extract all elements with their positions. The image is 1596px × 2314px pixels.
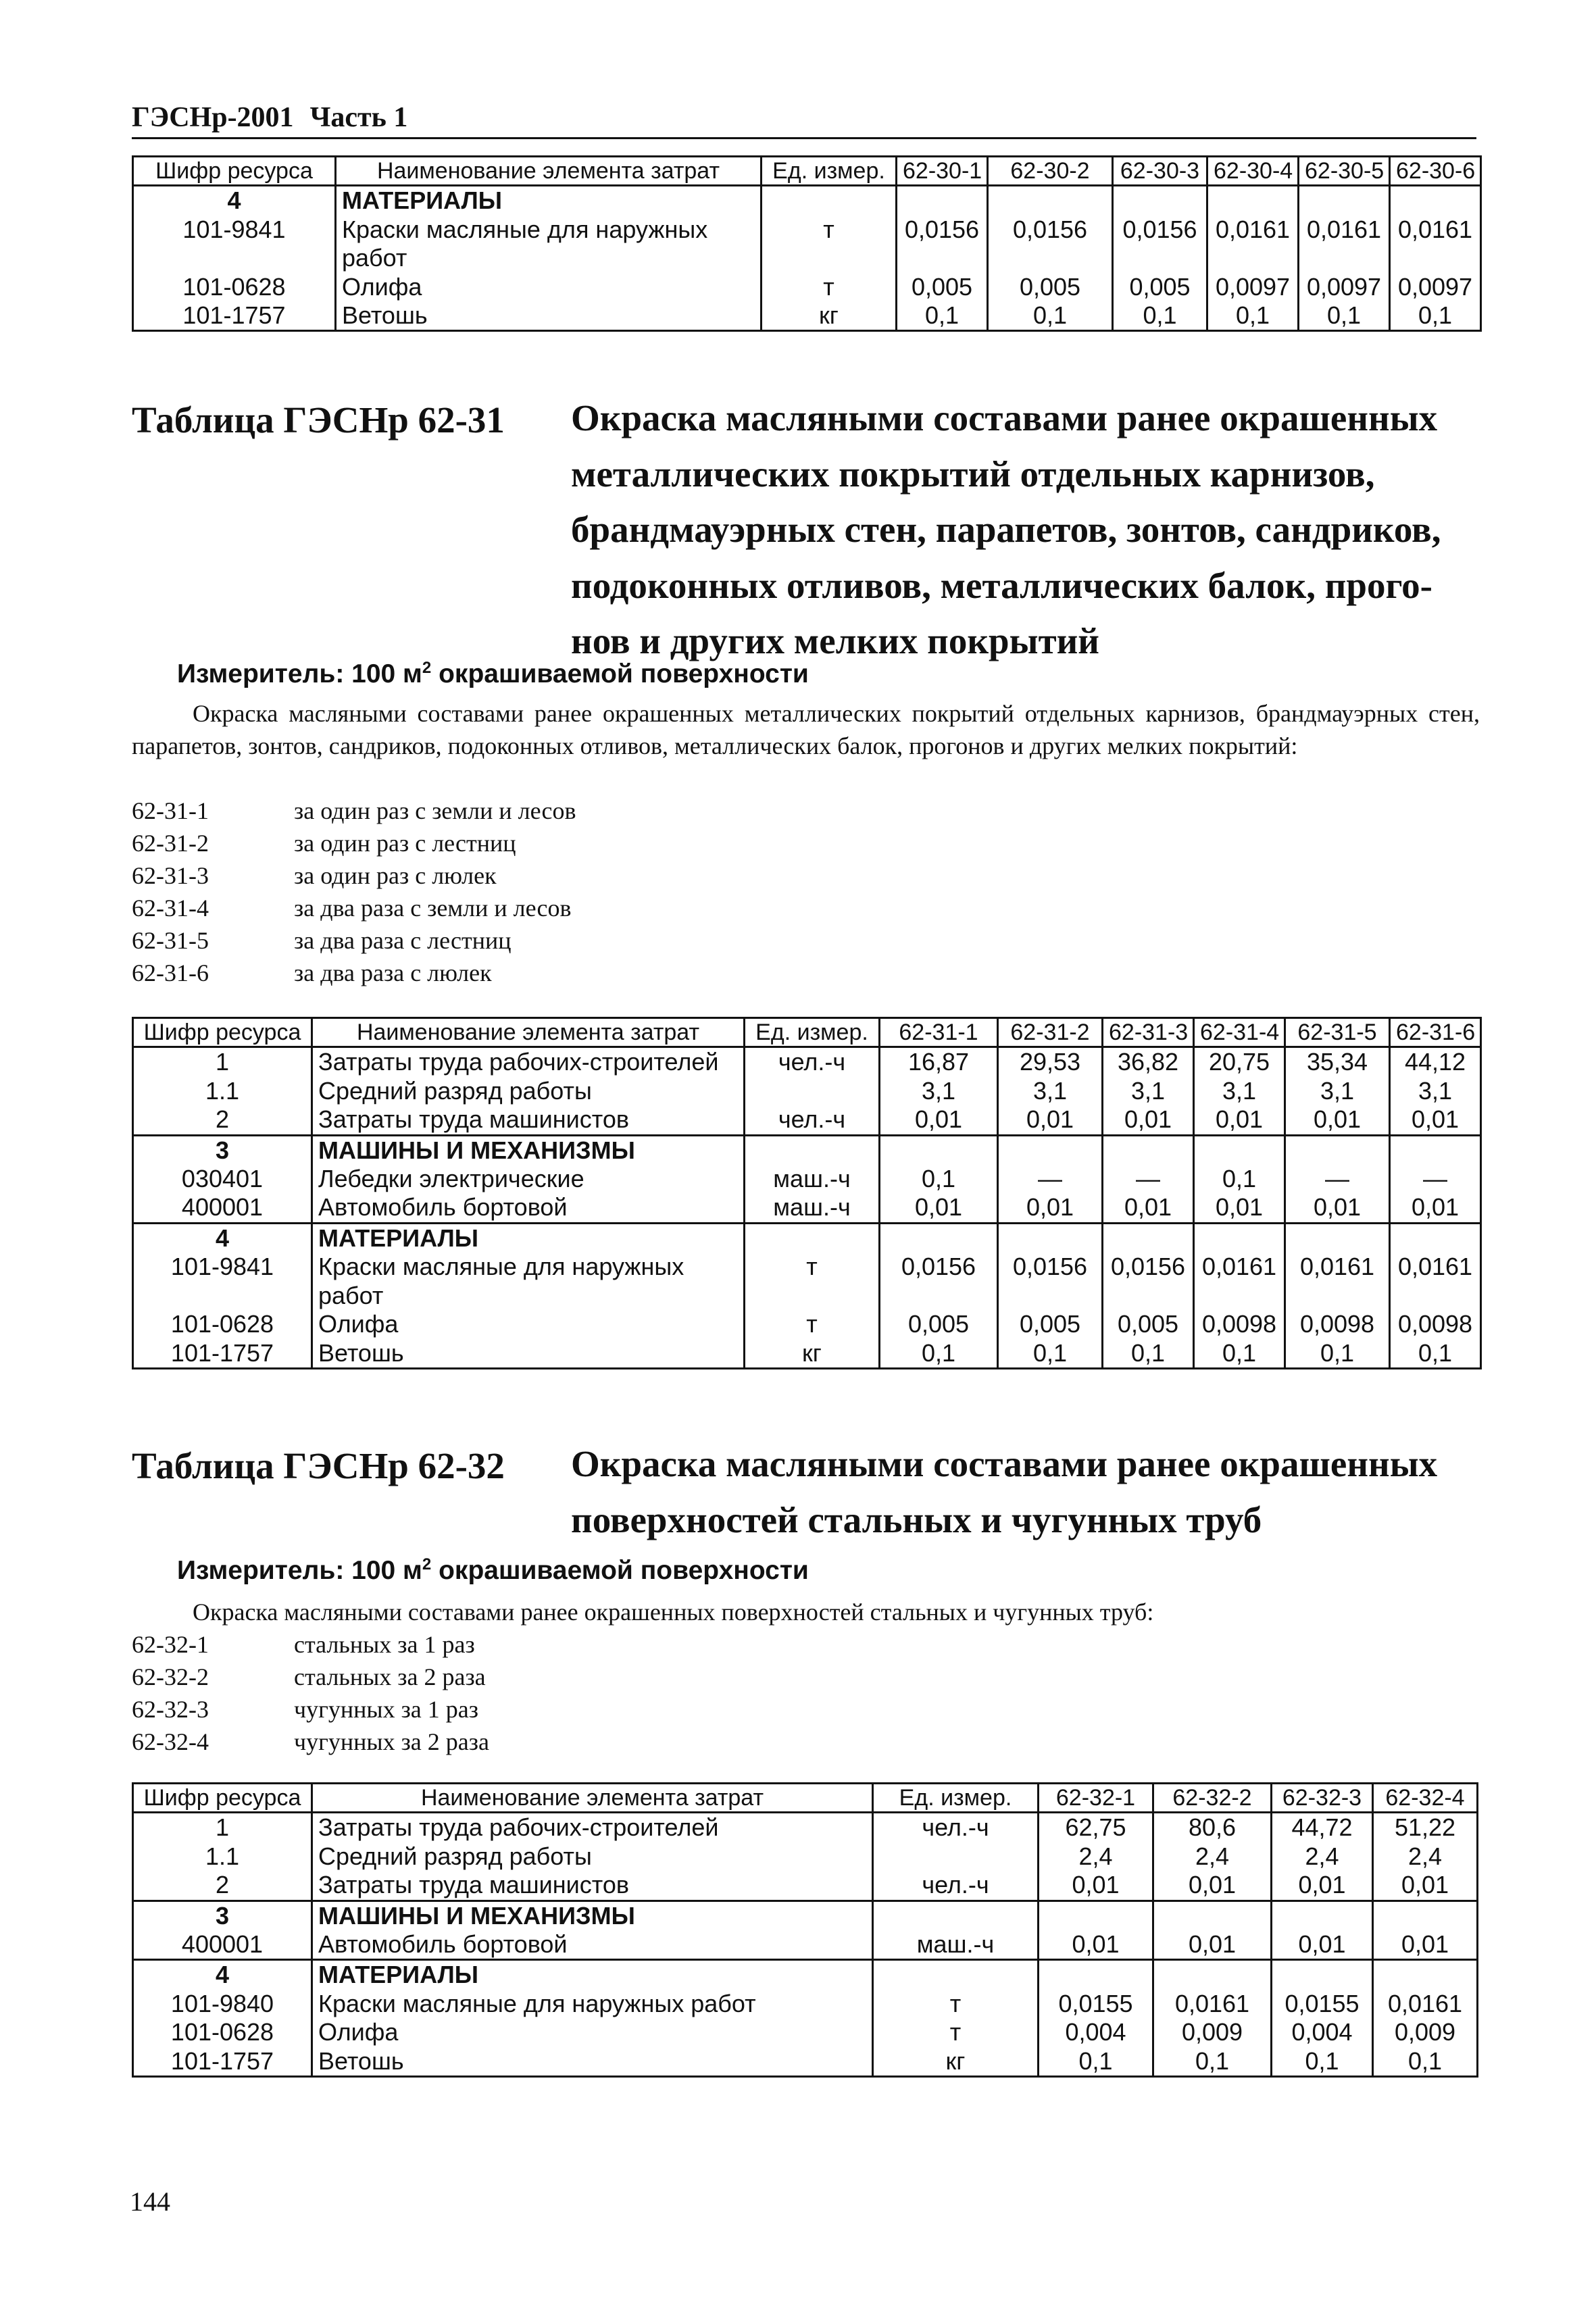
variant-text: за один раз с земли и лесов — [294, 797, 576, 824]
column-header: Шифр ресурса — [133, 1018, 312, 1047]
norm-value: 0,01 — [880, 1105, 998, 1135]
resource-unit: маш.-ч — [745, 1193, 880, 1223]
norm-value: 0,0097 — [1207, 273, 1299, 301]
norm-value: 0,1 — [1113, 301, 1207, 331]
norm-value: 0,0161 — [1153, 1990, 1272, 2018]
resource-unit — [762, 186, 897, 216]
resource-code: 1.1 — [133, 1842, 312, 1871]
norm-value — [880, 1223, 998, 1253]
norm-value: 3,1 — [1390, 1077, 1481, 1105]
norm-value: 2,4 — [1373, 1842, 1478, 1871]
norm-value: 3,1 — [1103, 1077, 1194, 1105]
norm-value: 0,0161 — [1194, 1253, 1285, 1310]
resource-table-62-32 — [132, 1782, 1478, 2078]
norm-value: 51,22 — [1373, 1813, 1478, 1842]
norm-value: 0,01 — [998, 1193, 1103, 1223]
norm-value: 0,0156 — [880, 1253, 998, 1310]
variant-code: 62-32-3 — [132, 1696, 209, 1723]
norm-value — [1299, 186, 1390, 216]
norm-value: 0,1 — [1373, 2047, 1478, 2077]
table-row — [133, 1842, 1478, 1871]
norm-value: 0,0156 — [988, 216, 1113, 273]
table-title-62-31: Таблица ГЭСНр 62-31 — [132, 399, 505, 441]
resource-unit: чел.-ч — [745, 1105, 880, 1135]
norm-value — [1285, 1223, 1390, 1253]
norm-value: 0,0161 — [1390, 216, 1481, 273]
norm-value: — — [1285, 1165, 1390, 1193]
resource-name: Лебедки электрические — [312, 1165, 745, 1193]
resource-name: Ветошь — [312, 2047, 873, 2077]
norm-value: 0,0156 — [998, 1253, 1103, 1310]
table-row — [133, 1990, 1478, 2018]
norm-value: 0,01 — [1285, 1193, 1390, 1223]
resource-name: Краски масляные для наружных работ — [312, 1990, 873, 2018]
list-item — [132, 827, 576, 859]
resource-unit: чел.-ч — [873, 1813, 1039, 1842]
resource-unit: чел.-ч — [873, 1871, 1039, 1901]
table-name-line: Окраска масляными составами ранее окрашенных — [571, 397, 1438, 438]
norm-value: 29,53 — [998, 1047, 1103, 1077]
variant-text: чугунных за 1 раз — [294, 1696, 478, 1723]
column-header: Ед. измер. — [745, 1018, 880, 1047]
norm-value: 0,01 — [1285, 1105, 1390, 1135]
column-header: 62-32-1 — [1039, 1784, 1153, 1813]
table-name-line: брандмауэрных стен, парапетов, зонтов, сандриков, — [571, 509, 1441, 550]
column-header: Наименование элемента затрат — [312, 1784, 873, 1813]
table-row — [133, 1193, 1481, 1223]
resource-code: 4 — [133, 1223, 312, 1253]
norm-value — [1373, 1960, 1478, 1990]
norm-value: 0,01 — [1194, 1105, 1285, 1135]
list-item — [132, 795, 576, 827]
norm-value: 0,01 — [1039, 1871, 1153, 1901]
resource-name: Олифа — [312, 2018, 873, 2046]
norm-value: — — [1390, 1165, 1481, 1193]
variant-code: 62-32-4 — [132, 1728, 209, 1755]
norm-value: 16,87 — [880, 1047, 998, 1077]
table-row — [133, 1253, 1481, 1310]
norm-value: 0,01 — [1272, 1930, 1373, 1960]
table-row — [133, 1047, 1481, 1077]
norm-value: 0,005 — [988, 273, 1113, 301]
resource-name: Средний разряд работы — [312, 1077, 745, 1105]
description-62-32 — [132, 1596, 1480, 1628]
norm-value — [1272, 1960, 1373, 1990]
column-header: 62-30-3 — [1113, 157, 1207, 186]
norm-value — [1390, 186, 1481, 216]
column-header: 62-31-5 — [1285, 1018, 1390, 1047]
norm-value: 2,4 — [1272, 1842, 1373, 1871]
norm-value: 0,01 — [1103, 1193, 1194, 1223]
table-header-row — [133, 157, 1481, 186]
resource-code: 101-0628 — [133, 2018, 312, 2046]
description-text: Окраска масляными составами ранее окрашенных металлических покрытий отдельных карнизов, брандмауэрных стен, парапетов, зонтов, сандриков, подоконных отливов, металлических балок, прогонов и других мелких покрытий: — [132, 700, 1480, 759]
norm-value: 0,005 — [1103, 1310, 1194, 1338]
column-header: 62-31-2 — [998, 1018, 1103, 1047]
table-name-line: Окраска масляными составами ранее окрашенных — [571, 1443, 1438, 1484]
table-row — [133, 1223, 1481, 1253]
norm-value: 44,12 — [1390, 1047, 1481, 1077]
resource-table-62-30 — [132, 155, 1482, 332]
norm-value — [1272, 1901, 1373, 1930]
resource-unit — [873, 1842, 1039, 1871]
norm-value: 0,004 — [1039, 2018, 1153, 2046]
table-row — [133, 216, 1481, 273]
column-header: 62-30-6 — [1390, 157, 1481, 186]
column-header: 62-32-2 — [1153, 1784, 1272, 1813]
norm-value: 3,1 — [1194, 1077, 1285, 1105]
variant-text: стальных за 1 раз — [294, 1631, 475, 1658]
list-item — [132, 892, 576, 924]
resource-name: Ветошь — [312, 1339, 745, 1369]
column-header: 62-30-4 — [1207, 157, 1299, 186]
variant-code: 62-31-1 — [132, 797, 209, 824]
resource-name: МАТЕРИАЛЫ — [336, 186, 762, 216]
norm-value: 44,72 — [1272, 1813, 1373, 1842]
norm-value — [1039, 1960, 1153, 1990]
measure-unit-62-31: Измеритель: 100 $м^2$ окрашиваемой поверхности — [177, 659, 809, 688]
norm-value: 0,1 — [880, 1339, 998, 1369]
norm-value: 0,0155 — [1039, 1990, 1153, 2018]
norm-value: 0,0097 — [1299, 273, 1390, 301]
norm-value: 3,1 — [880, 1077, 998, 1105]
resource-unit: кг — [873, 2047, 1039, 2077]
resource-unit — [745, 1077, 880, 1105]
resource-name: Автомобиль бортовой — [312, 1193, 745, 1223]
norm-value — [1113, 186, 1207, 216]
resource-code: 3 — [133, 1135, 312, 1165]
norm-value: 0,1 — [1153, 2047, 1272, 2077]
norm-value: 2,4 — [1153, 1842, 1272, 1871]
resource-code: 1 — [133, 1813, 312, 1842]
norm-value: 0,0156 — [1113, 216, 1207, 273]
table-row — [133, 273, 1481, 301]
measure-unit-62-32: Измеритель: 100 $м^2$ окрашиваемой поверхности — [177, 1555, 809, 1585]
table-row — [133, 186, 1481, 216]
resource-code: 030401 — [133, 1165, 312, 1193]
variant-code: 62-31-4 — [132, 895, 209, 922]
norm-value: 0,1 — [1039, 2047, 1153, 2077]
list-item — [132, 1661, 489, 1693]
resource-code: 101-1757 — [133, 2047, 312, 2077]
resource-unit: кг — [745, 1339, 880, 1369]
variant-code: 62-32-2 — [132, 1663, 209, 1690]
resource-code: 2 — [133, 1871, 312, 1901]
norm-value — [1373, 1901, 1478, 1930]
column-header: Наименование элемента затрат — [336, 157, 762, 186]
norm-value — [880, 1135, 998, 1165]
column-header: Шифр ресурса — [133, 157, 336, 186]
norm-value: 0,01 — [1373, 1871, 1478, 1901]
resource-code: 400001 — [133, 1193, 312, 1223]
norm-value: 0,01 — [1153, 1871, 1272, 1901]
resource-code: 101-1757 — [133, 1339, 312, 1369]
norm-value: 0,0161 — [1207, 216, 1299, 273]
norm-value: 0,1 — [1390, 1339, 1481, 1369]
resource-unit: т — [873, 2018, 1039, 2046]
norm-value: 0,004 — [1272, 2018, 1373, 2046]
table-name-line: нов и других мелких покрытий — [571, 620, 1099, 661]
variant-list-62-32 — [132, 1628, 489, 1758]
resource-name: Ветошь — [336, 301, 762, 331]
column-header: Ед. измер. — [873, 1784, 1039, 1813]
header-part: Часть 1 — [309, 102, 408, 133]
norm-value: 0,1 — [1390, 301, 1481, 331]
norm-value: 0,1 — [1299, 301, 1390, 331]
table-row — [133, 2047, 1478, 2077]
norm-value — [1390, 1223, 1481, 1253]
table-row — [133, 1077, 1481, 1105]
table-name-62-32 — [571, 1436, 1503, 1548]
resource-name: Затраты труда рабочих-строителей — [312, 1813, 873, 1842]
norm-value: 2,4 — [1039, 1842, 1153, 1871]
variant-code: 62-31-5 — [132, 927, 209, 954]
norm-value: 0,005 — [1113, 273, 1207, 301]
resource-code: 101-9841 — [133, 1253, 312, 1310]
table-name-line: поверхностей стальных и чугунных труб — [571, 1499, 1262, 1540]
norm-value: 0,01 — [1153, 1930, 1272, 1960]
column-header: 62-32-4 — [1373, 1784, 1478, 1813]
norm-value — [1194, 1135, 1285, 1165]
norm-value: 0,01 — [1194, 1193, 1285, 1223]
norm-value: 0,01 — [1373, 1930, 1478, 1960]
norm-value — [1153, 1901, 1272, 1930]
table-row — [133, 1871, 1478, 1901]
list-item — [132, 859, 576, 892]
resource-unit: маш.-ч — [873, 1930, 1039, 1960]
resource-code: 2 — [133, 1105, 312, 1135]
header-doc: ГЭСНр-2001 — [132, 102, 294, 133]
norm-value: — — [1103, 1165, 1194, 1193]
table-row — [133, 1813, 1478, 1842]
resource-code: 3 — [133, 1901, 312, 1930]
norm-value: 0,01 — [1103, 1105, 1194, 1135]
table-row — [133, 1105, 1481, 1135]
norm-value: 0,0098 — [1194, 1310, 1285, 1338]
norm-value — [998, 1223, 1103, 1253]
table-name-line: металлических покрытий отдельных карнизов, — [571, 453, 1375, 495]
variant-code: 62-31-6 — [132, 959, 209, 986]
resource-unit: т — [745, 1253, 880, 1310]
table-row — [133, 1339, 1481, 1369]
table-row — [133, 2018, 1478, 2046]
list-item — [132, 924, 576, 957]
norm-value: 0,1 — [897, 301, 988, 331]
resource-name: Краски масляные для наружных работ — [312, 1253, 745, 1310]
variant-text: стальных за 2 раза — [294, 1663, 486, 1690]
variant-text: за два раза с земли и лесов — [294, 895, 572, 922]
column-header: 62-32-3 — [1272, 1784, 1373, 1813]
table-name-line: подоконных отливов, металлических балок, прого- — [571, 564, 1432, 606]
table-name-62-31 — [571, 391, 1503, 670]
column-header: 62-31-4 — [1194, 1018, 1285, 1047]
norm-value: 3,1 — [998, 1077, 1103, 1105]
list-item — [132, 1726, 489, 1758]
norm-value: 0,1 — [1194, 1339, 1285, 1369]
variant-text: за один раз с люлек — [294, 862, 497, 889]
norm-value: 0,0155 — [1272, 1990, 1373, 2018]
table-header-row — [133, 1018, 1481, 1047]
norm-value: 80,6 — [1153, 1813, 1272, 1842]
variant-text: за два раза с лестниц — [294, 927, 512, 954]
norm-value — [998, 1135, 1103, 1165]
variant-list-62-31 — [132, 795, 576, 989]
resource-name: Олифа — [312, 1310, 745, 1338]
norm-value: 0,1 — [998, 1339, 1103, 1369]
resource-name: Затраты труда машинистов — [312, 1871, 873, 1901]
column-header: Ед. измер. — [762, 157, 897, 186]
norm-value: 0,005 — [998, 1310, 1103, 1338]
norm-value: 20,75 — [1194, 1047, 1285, 1077]
resource-unit: чел.-ч — [745, 1047, 880, 1077]
description-62-31 — [132, 697, 1480, 762]
norm-value: 3,1 — [1285, 1077, 1390, 1105]
resource-unit: маш.-ч — [745, 1165, 880, 1193]
resource-name: МАШИНЫ И МЕХАНИЗМЫ — [312, 1901, 873, 1930]
resource-unit — [873, 1960, 1039, 1990]
list-item — [132, 1693, 489, 1726]
resource-unit: кг — [762, 301, 897, 331]
norm-value: 0,1 — [1285, 1339, 1390, 1369]
norm-value — [1390, 1135, 1481, 1165]
table-row — [133, 301, 1481, 331]
table-title-62-32: Таблица ГЭСНр 62-32 — [132, 1445, 505, 1486]
norm-value: 0,005 — [897, 273, 988, 301]
resource-code: 101-1757 — [133, 301, 336, 331]
norm-value: 0,009 — [1153, 2018, 1272, 2046]
variant-code: 62-31-3 — [132, 862, 209, 889]
resource-name: Средний разряд работы — [312, 1842, 873, 1871]
list-item — [132, 1628, 489, 1661]
norm-value: 0,0161 — [1390, 1253, 1481, 1310]
norm-value: 0,0098 — [1285, 1310, 1390, 1338]
norm-value: 0,01 — [998, 1105, 1103, 1135]
table-row — [133, 1930, 1478, 1960]
resource-code: 101-9840 — [133, 1990, 312, 2018]
norm-value — [988, 186, 1113, 216]
resource-code: 4 — [133, 186, 336, 216]
column-header: 62-31-1 — [880, 1018, 998, 1047]
norm-value: 0,01 — [1272, 1871, 1373, 1901]
resource-name: Автомобиль бортовой — [312, 1930, 873, 1960]
norm-value: 0,0098 — [1390, 1310, 1481, 1338]
resource-code: 101-9841 — [133, 216, 336, 273]
resource-unit: т — [762, 273, 897, 301]
norm-value: 0,005 — [880, 1310, 998, 1338]
norm-value — [1207, 186, 1299, 216]
resource-code: 1 — [133, 1047, 312, 1077]
table-row — [133, 1310, 1481, 1338]
table-row — [133, 1901, 1478, 1930]
running-header — [132, 101, 407, 134]
norm-value: 0,1 — [1194, 1165, 1285, 1193]
variant-code: 62-32-1 — [132, 1631, 209, 1658]
norm-value — [897, 186, 988, 216]
norm-value: 0,1 — [1272, 2047, 1373, 2077]
norm-value: 0,0161 — [1299, 216, 1390, 273]
norm-value: 35,34 — [1285, 1047, 1390, 1077]
resource-code: 400001 — [133, 1930, 312, 1960]
norm-value: 0,0097 — [1390, 273, 1481, 301]
column-header: Шифр ресурса — [133, 1784, 312, 1813]
resource-unit: т — [873, 1990, 1039, 2018]
norm-value: 0,0156 — [1103, 1253, 1194, 1310]
column-header: 62-31-3 — [1103, 1018, 1194, 1047]
column-header: 62-31-6 — [1390, 1018, 1481, 1047]
norm-value — [1194, 1223, 1285, 1253]
resource-name: Затраты труда машинистов — [312, 1105, 745, 1135]
norm-value: 0,0161 — [1373, 1990, 1478, 2018]
resource-table-62-31 — [132, 1017, 1482, 1369]
norm-value — [1103, 1135, 1194, 1165]
variant-text: за один раз с лестниц — [294, 830, 516, 857]
norm-value: 0,1 — [1103, 1339, 1194, 1369]
variant-code: 62-31-2 — [132, 830, 209, 857]
column-header: 62-30-1 — [897, 157, 988, 186]
resource-unit: т — [762, 216, 897, 273]
norm-value: 0,01 — [880, 1193, 998, 1223]
norm-value — [1285, 1135, 1390, 1165]
page-number: 144 — [130, 2186, 170, 2217]
norm-value — [1103, 1223, 1194, 1253]
list-item — [132, 957, 576, 989]
norm-value: 0,01 — [1390, 1105, 1481, 1135]
norm-value: — — [998, 1165, 1103, 1193]
norm-value — [1153, 1960, 1272, 1990]
norm-value: 0,1 — [1207, 301, 1299, 331]
description-text: Окраска масляными составами ранее окрашенных поверхностей стальных и чугунных труб: — [193, 1599, 1154, 1626]
norm-value: 0,009 — [1373, 2018, 1478, 2046]
header-rule — [132, 137, 1476, 139]
resource-name: МАТЕРИАЛЫ — [312, 1223, 745, 1253]
variant-text: за два раза с люлек — [294, 959, 492, 986]
norm-value: 0,1 — [880, 1165, 998, 1193]
norm-value: 0,1 — [988, 301, 1113, 331]
resource-name: Затраты труда рабочих-строителей — [312, 1047, 745, 1077]
resource-name: МАШИНЫ И МЕХАНИЗМЫ — [312, 1135, 745, 1165]
table-row — [133, 1960, 1478, 1990]
norm-value: 62,75 — [1039, 1813, 1153, 1842]
norm-value: 0,01 — [1390, 1193, 1481, 1223]
norm-value: 0,0161 — [1285, 1253, 1390, 1310]
resource-unit — [745, 1223, 880, 1253]
resource-code: 101-0628 — [133, 1310, 312, 1338]
resource-name: Краски масляные для наружных работ — [336, 216, 762, 273]
norm-value — [1039, 1901, 1153, 1930]
column-header: Наименование элемента затрат — [312, 1018, 745, 1047]
column-header: 62-30-2 — [988, 157, 1113, 186]
norm-value: 0,01 — [1039, 1930, 1153, 1960]
table-header-row — [133, 1784, 1478, 1813]
resource-unit — [873, 1901, 1039, 1930]
resource-unit — [745, 1135, 880, 1165]
resource-code: 101-0628 — [133, 273, 336, 301]
variant-text: чугунных за 2 раза — [294, 1728, 489, 1755]
norm-value: 0,0156 — [897, 216, 988, 273]
resource-name: МАТЕРИАЛЫ — [312, 1960, 873, 1990]
resource-code: 1.1 — [133, 1077, 312, 1105]
resource-unit: т — [745, 1310, 880, 1338]
resource-code: 4 — [133, 1960, 312, 1990]
column-header: 62-30-5 — [1299, 157, 1390, 186]
resource-name: Олифа — [336, 273, 762, 301]
norm-value: 36,82 — [1103, 1047, 1194, 1077]
table-row — [133, 1165, 1481, 1193]
table-row — [133, 1135, 1481, 1165]
